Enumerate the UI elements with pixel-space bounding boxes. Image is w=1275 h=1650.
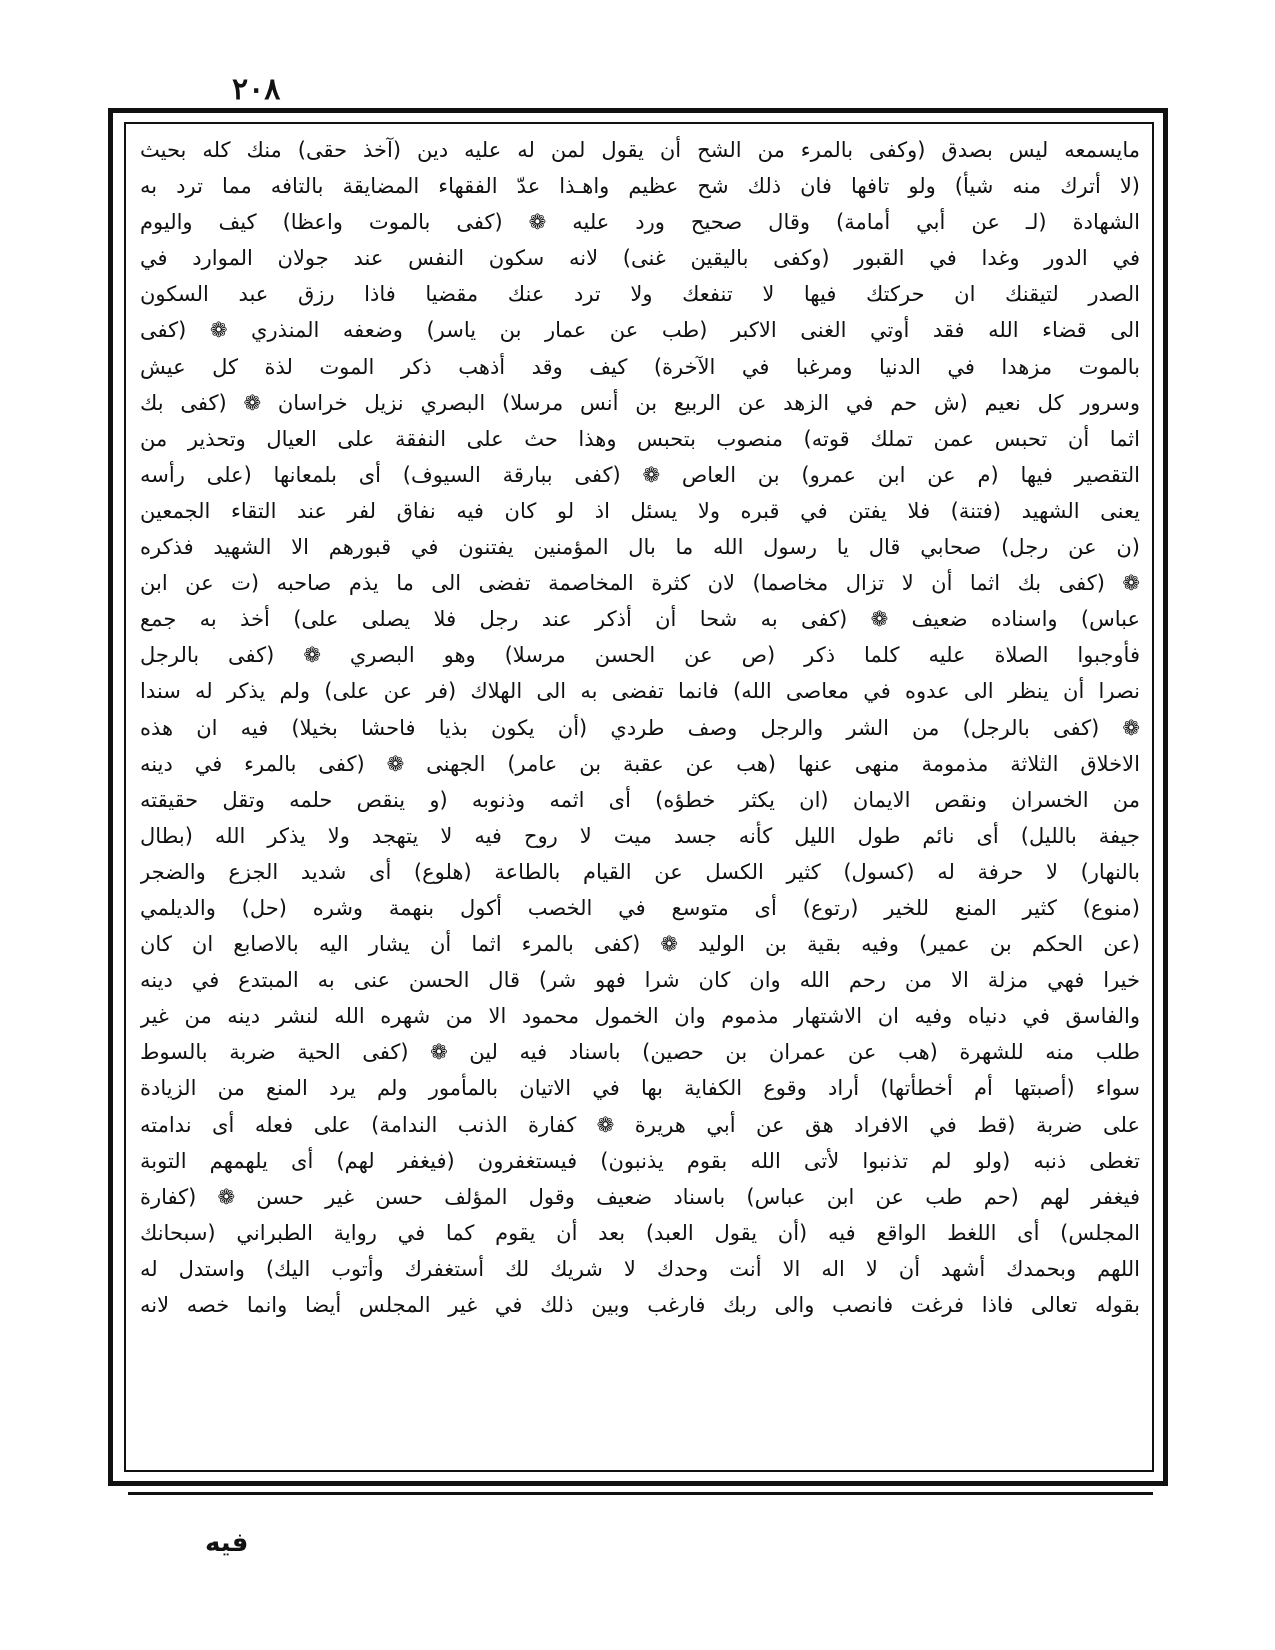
text-line: (لا أترك منه شيأ) ولو تافها فان ذلك شح عظيم واهـذا عدّ الفقهاء المضايقة بالتافه مما ترد به xyxy=(140,174,1140,199)
text-line: مايسمعه ليس بصدق (وكفى بالمرء من الشح أن يقول لمن له عليه دين (آخذ حقى) منك كله بحيث xyxy=(140,138,1140,162)
text-line: التقصير فيها (م عن ابن عمرو) بن العاص ❁ (كفى ببارقة السيوف) أى بلمعانها (على رأسه xyxy=(140,462,1140,487)
text-line: بالنهار) لا حرفة له (كسول) كثير الكسل عن القيام بالطاعة (هلوع) أى شديد الجزع والضجر xyxy=(140,859,1140,884)
text-line: نصرا أن ينظر الى عدوه في معاصى الله) فانما تفضى به الى الهلاك (فر عن على) ولم يذكر له سندا xyxy=(140,679,1140,704)
text-line: الصدر لتيقنك ان حركتك فيها لا تنفعك ولا ترد عنك مقضيا فاذا رزق عبد السكون xyxy=(140,282,1140,307)
text-line xyxy=(140,1323,1140,1359)
text-line: اثما أن تحبس عمن تملك قوته) منصوب بتحبس وهذا حث على النفقة على العيال وتحذير من xyxy=(140,426,1140,451)
text-line: ❁ (كفى بك اثما أن لا تزال مخاصما) لان كثرة المخاصمة تفضى الى ما يذم صاحبه (ت عن ابن xyxy=(140,571,1140,596)
text-line: المجلس) أى اللغط الواقع فيه (أن يقول العبد) بعد أن يقوم كما في رواية الطبراني (سبحانك xyxy=(140,1220,1140,1245)
main-text xyxy=(140,132,1140,1462)
text-line: على ضربة (قط في الافراد هق عن أبي هريرة ❁ كفارة الذنب الندامة) على فعله أى ندامته xyxy=(140,1112,1140,1137)
text-line: في الدور وغدا في القبور (وكفى باليقين غنى) لانه سكون النفس عند جولان الموارد في xyxy=(140,246,1140,271)
bottom-rule xyxy=(128,1492,1153,1495)
text-line: بقوله تعالى فاذا فرغت فانصب والى ربك فارغب وبين ذلك في غير المجلس أيضا وانما خصه لانه xyxy=(140,1293,1140,1317)
text-line xyxy=(140,1395,1140,1431)
text-line: (ن عن رجل) صحابي قال يا رسول الله ما بال المؤمنين يفتنون في قبورهم الا الشهيد فذكره xyxy=(140,535,1140,560)
text-line: وسرور كل نعيم (ش حم في الزهد عن الربيع بن أنس مرسلا) البصري نزيل خراسان ❁ (كفى بك xyxy=(140,390,1140,415)
catchword: فيه xyxy=(205,1528,249,1558)
text-line: والفاسق في دنياه وفيه ان الاشتهار مذموم وان الخمول محمود الا من شهره الله لنشر دينه من غير xyxy=(140,1004,1140,1029)
text-line: تغطى ذنبه (ولو لم تذنبوا لأتى الله بقوم يذنبون) فيستغفرون (فيغفر لهم) أى يلهمهم التوبة xyxy=(140,1148,1140,1173)
text-line: اللهم وبحمدك أشهد أن لا اله الا أنت وحدك لا شريك لك أستغفرك وأتوب اليك) واستدل له xyxy=(140,1256,1140,1281)
text-line: الى قضاء الله فقد أوتي الغنى الاكبر (طب عن عمار بن ياسر) وضعفه المنذري ❁ (كفى xyxy=(140,318,1140,343)
text-line: الشهادة (لـ عن أبي أمامة) وقال صحيح ورد عليه ❁ (كفى بالموت واعظا) كيف واليوم xyxy=(140,210,1140,235)
text-line: فيغفر لهم (حم طب عن ابن عباس) باسناد ضعيف وقول المؤلف حسن غير حسن ❁ (كفارة xyxy=(140,1184,1140,1209)
text-line: الاخلاق الثلاثة مذمومة منهى عنها (هب عن عقبة بن عامر) الجهنى ❁ (كفى بالمرء في دينه xyxy=(140,751,1140,776)
text-line: طلب منه للشهرة (هب عن عمران بن حصين) باسناد فيه لين ❁ (كفى الحية ضربة بالسوط xyxy=(140,1040,1140,1065)
text-line: سواء (أصبتها أم أخطأتها) أراد وقوع الكفاية بها في الاتيان بالمأمور ولم يرد المنع من الزيادة xyxy=(140,1076,1140,1101)
text-line: جيفة بالليل) أى نائم طول الليل كأنه جسد ميت لا روح فيه لا يتهجد ولا يذكر الله (بطال xyxy=(140,823,1140,848)
text-line: ❁ (كفى بالرجل) من الشر والرجل وصف طردي (أن يكون بذيا فاحشا بخيلا) فيه ان هذه xyxy=(140,715,1140,740)
text-line: من الخسران ونقص الايمان (ان يكثر خطؤه) أى اثمه وذنوبه (و ينقص حلمه وتقل حقيقته xyxy=(140,787,1140,812)
text-line: يعنى الشهيد (فتنة) فلا يفتن في قبره ولا يسئل اذ لو كان فيه نفاق لفر عند التقاء الجمعين xyxy=(140,498,1140,523)
text-line: بالموت مزهدا في الدنيا ومرغبا في الآخرة) كيف وقد أذهب ذكر الموت لذة كل عيش xyxy=(140,354,1140,379)
text-line: (عن الحكم بن عمير) وفيه بقية بن الوليد ❁ (كفى بالمرء اثما أن يشار اليه بالاصابع ان كان xyxy=(140,932,1140,957)
text-line: عباس) واسناده ضعيف ❁ (كفى به شحا أن أذكر عند رجل فلا يصلى على) أخذ به جمع xyxy=(140,607,1140,632)
text-line: خيرا فهي مزلة الا من رحم الله وان كان شرا فهو شر) قال الحسن عنى به المبتدع في دينه xyxy=(140,968,1140,993)
text-line: (منوع) كثير المنع للخير (رتوع) أى متوسع في الخصب أكول بنهمة وشره (حل) والديلمي xyxy=(140,895,1140,920)
text-line: فأوجبوا الصلاة عليه كلما ذكر (ص عن الحسن مرسلا) وهو البصري ❁ (كفى بالرجل xyxy=(140,643,1140,668)
page-number: ٢٠٨ xyxy=(232,72,281,107)
text-line xyxy=(140,1359,1140,1395)
